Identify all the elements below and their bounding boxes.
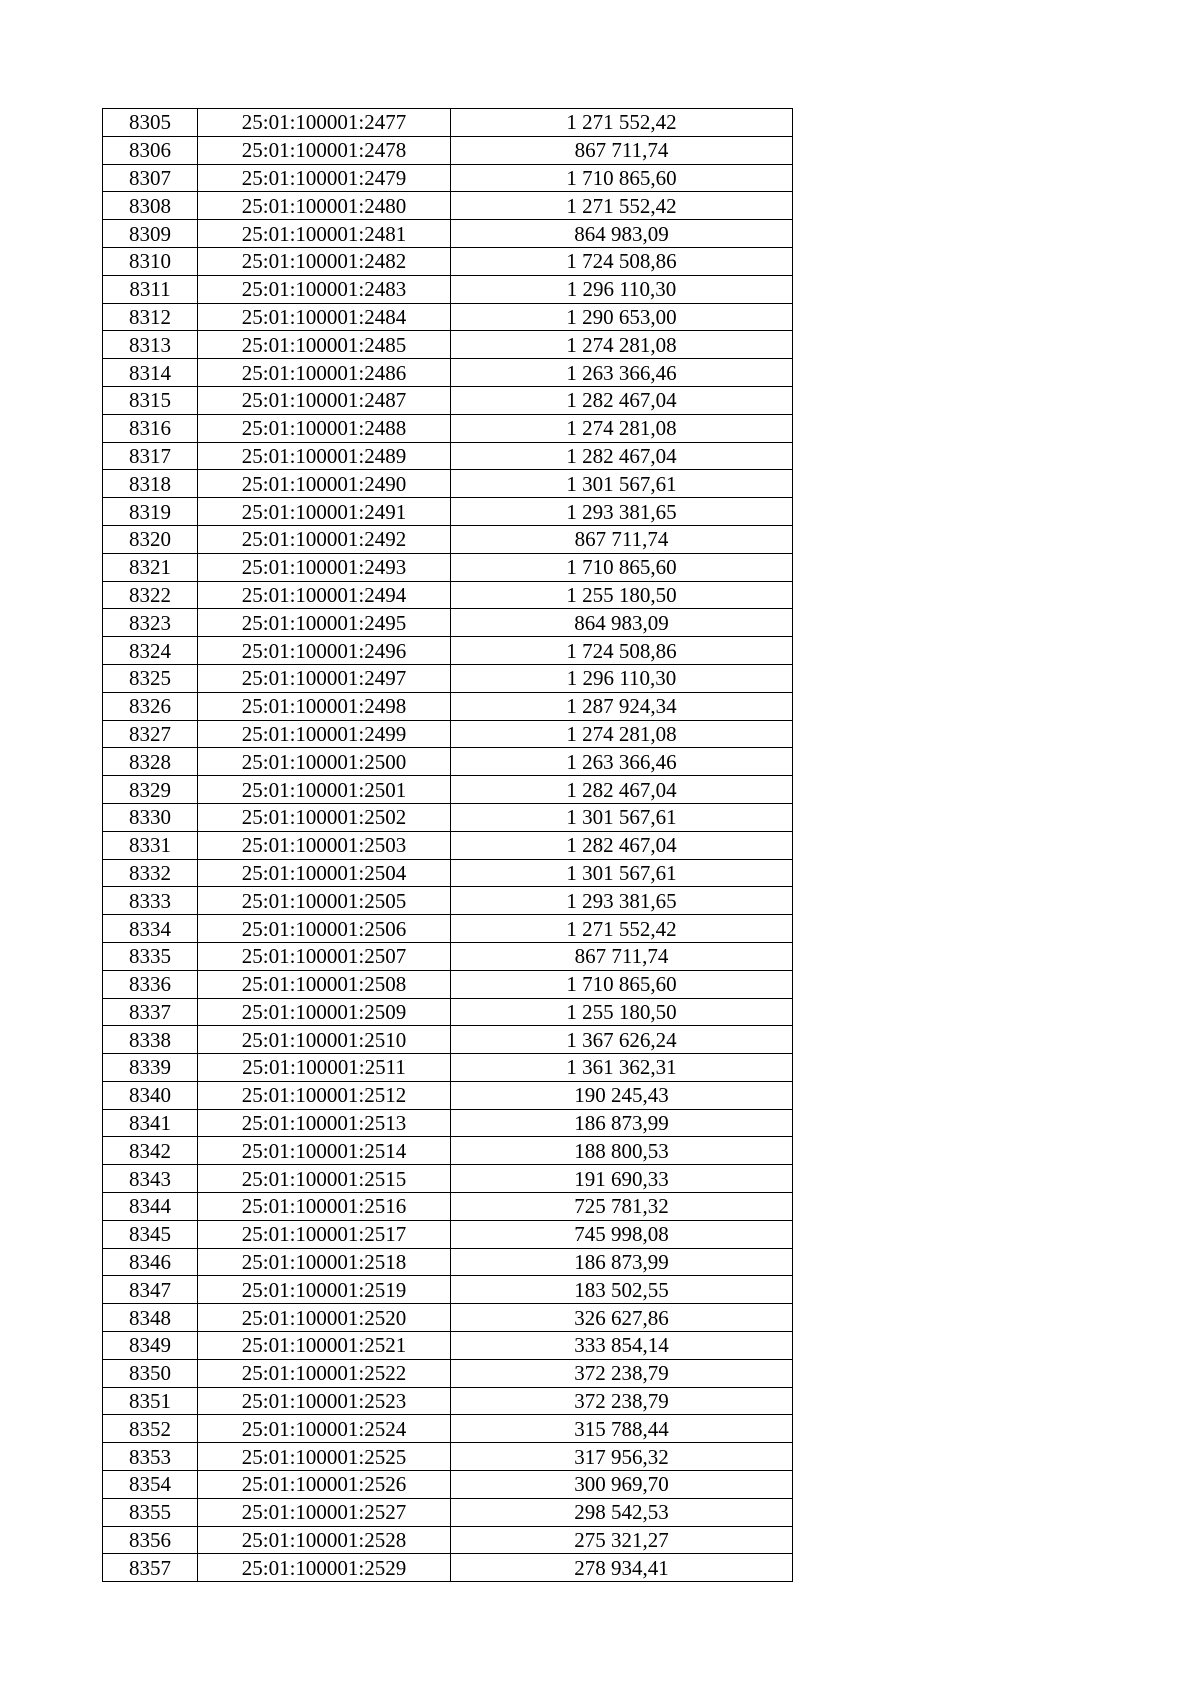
- row-number-cell: 8341: [103, 1109, 198, 1137]
- value-cell: 1 710 865,60: [451, 164, 793, 192]
- cadastral-number-cell: 25:01:100001:2518: [198, 1248, 451, 1276]
- value-cell: 186 873,99: [451, 1109, 793, 1137]
- row-number-cell: 8355: [103, 1498, 198, 1526]
- value-cell: 317 956,32: [451, 1443, 793, 1471]
- row-number-cell: 8356: [103, 1526, 198, 1554]
- value-cell: 1 263 366,46: [451, 748, 793, 776]
- table-row: [103, 1248, 793, 1276]
- value-cell: 300 969,70: [451, 1471, 793, 1499]
- value-cell: 1 255 180,50: [451, 581, 793, 609]
- cadastral-number-cell: 25:01:100001:2479: [198, 164, 451, 192]
- value-cell: 867 711,74: [451, 136, 793, 164]
- row-number-cell: 8319: [103, 498, 198, 526]
- cadastral-number-cell: 25:01:100001:2501: [198, 776, 451, 804]
- cadastral-number-cell: 25:01:100001:2513: [198, 1109, 451, 1137]
- cadastral-number-cell: 25:01:100001:2508: [198, 970, 451, 998]
- row-number-cell: 8315: [103, 386, 198, 414]
- row-number-cell: 8342: [103, 1137, 198, 1165]
- cadastral-number-cell: 25:01:100001:2510: [198, 1026, 451, 1054]
- cadastral-number-cell: 25:01:100001:2490: [198, 470, 451, 498]
- value-cell: 278 934,41: [451, 1554, 793, 1582]
- cadastral-number-cell: 25:01:100001:2482: [198, 247, 451, 275]
- value-cell: 186 873,99: [451, 1248, 793, 1276]
- value-cell: 183 502,55: [451, 1276, 793, 1304]
- row-number-cell: 8339: [103, 1054, 198, 1082]
- cadastral-number-cell: 25:01:100001:2517: [198, 1220, 451, 1248]
- value-cell: 1 287 924,34: [451, 692, 793, 720]
- row-number-cell: 8331: [103, 831, 198, 859]
- table-row: [103, 776, 793, 804]
- table-row: [103, 303, 793, 331]
- table-row: [103, 1554, 793, 1582]
- row-number-cell: 8357: [103, 1554, 198, 1582]
- row-number-cell: 8324: [103, 637, 198, 665]
- cadastral-number-cell: 25:01:100001:2494: [198, 581, 451, 609]
- row-number-cell: 8310: [103, 247, 198, 275]
- table-row: [103, 553, 793, 581]
- row-number-cell: 8343: [103, 1165, 198, 1193]
- value-cell: 1 274 281,08: [451, 414, 793, 442]
- table-row: [103, 1054, 793, 1082]
- row-number-cell: 8340: [103, 1081, 198, 1109]
- value-cell: 1 296 110,30: [451, 664, 793, 692]
- row-number-cell: 8345: [103, 1220, 198, 1248]
- value-cell: 1 255 180,50: [451, 998, 793, 1026]
- cadastral-number-cell: 25:01:100001:2481: [198, 220, 451, 248]
- row-number-cell: 8318: [103, 470, 198, 498]
- table-row: [103, 359, 793, 387]
- table-row: [103, 609, 793, 637]
- value-cell: 867 711,74: [451, 942, 793, 970]
- row-number-cell: 8336: [103, 970, 198, 998]
- table-row: [103, 136, 793, 164]
- row-number-cell: 8350: [103, 1359, 198, 1387]
- value-cell: 725 781,32: [451, 1193, 793, 1221]
- cadastral-number-cell: 25:01:100001:2480: [198, 192, 451, 220]
- cadastral-number-cell: 25:01:100001:2509: [198, 998, 451, 1026]
- cadastral-number-cell: 25:01:100001:2516: [198, 1193, 451, 1221]
- cadastral-number-cell: 25:01:100001:2528: [198, 1526, 451, 1554]
- cadastral-number-cell: 25:01:100001:2489: [198, 442, 451, 470]
- row-number-cell: 8316: [103, 414, 198, 442]
- cadastral-number-cell: 25:01:100001:2525: [198, 1443, 451, 1471]
- value-cell: 1 263 366,46: [451, 359, 793, 387]
- row-number-cell: 8314: [103, 359, 198, 387]
- table-row: [103, 1332, 793, 1360]
- table-row: [103, 637, 793, 665]
- table-row: [103, 1109, 793, 1137]
- value-cell: 864 983,09: [451, 220, 793, 248]
- cadastral-number-cell: 25:01:100001:2499: [198, 720, 451, 748]
- cadastral-number-cell: 25:01:100001:2493: [198, 553, 451, 581]
- value-cell: 333 854,14: [451, 1332, 793, 1360]
- cadastral-number-cell: 25:01:100001:2511: [198, 1054, 451, 1082]
- row-number-cell: 8313: [103, 331, 198, 359]
- table-row: [103, 442, 793, 470]
- value-cell: 1 724 508,86: [451, 637, 793, 665]
- value-cell: 1 282 467,04: [451, 386, 793, 414]
- cadastral-number-cell: 25:01:100001:2498: [198, 692, 451, 720]
- value-cell: 315 788,44: [451, 1415, 793, 1443]
- table-row: [103, 109, 793, 137]
- cadastral-number-cell: 25:01:100001:2500: [198, 748, 451, 776]
- value-cell: 867 711,74: [451, 525, 793, 553]
- table-row: [103, 1443, 793, 1471]
- cadastral-number-cell: 25:01:100001:2524: [198, 1415, 451, 1443]
- cadastral-number-cell: 25:01:100001:2515: [198, 1165, 451, 1193]
- row-number-cell: 8334: [103, 915, 198, 943]
- cadastral-number-cell: 25:01:100001:2485: [198, 331, 451, 359]
- value-cell: 1 271 552,42: [451, 109, 793, 137]
- table-row: [103, 887, 793, 915]
- row-number-cell: 8353: [103, 1443, 198, 1471]
- value-cell: 191 690,33: [451, 1165, 793, 1193]
- table-row: [103, 1304, 793, 1332]
- row-number-cell: 8307: [103, 164, 198, 192]
- table-row: [103, 831, 793, 859]
- value-cell: 1 271 552,42: [451, 915, 793, 943]
- table-row: [103, 692, 793, 720]
- value-cell: 1 710 865,60: [451, 970, 793, 998]
- cadastral-number-cell: 25:01:100001:2505: [198, 887, 451, 915]
- cadastral-number-cell: 25:01:100001:2478: [198, 136, 451, 164]
- row-number-cell: 8321: [103, 553, 198, 581]
- cadastral-number-cell: 25:01:100001:2523: [198, 1387, 451, 1415]
- row-number-cell: 8352: [103, 1415, 198, 1443]
- cadastral-number-cell: 25:01:100001:2487: [198, 386, 451, 414]
- value-cell: 298 542,53: [451, 1498, 793, 1526]
- row-number-cell: 8351: [103, 1387, 198, 1415]
- cadastral-number-cell: 25:01:100001:2495: [198, 609, 451, 637]
- table-row: [103, 247, 793, 275]
- table-row: [103, 748, 793, 776]
- value-cell: 1 301 567,61: [451, 859, 793, 887]
- value-cell: 188 800,53: [451, 1137, 793, 1165]
- table-row: [103, 803, 793, 831]
- cadastral-number-cell: 25:01:100001:2502: [198, 803, 451, 831]
- table-row: [103, 1276, 793, 1304]
- cadastral-number-cell: 25:01:100001:2506: [198, 915, 451, 943]
- table-row: [103, 275, 793, 303]
- table-row: [103, 220, 793, 248]
- table-row: [103, 1471, 793, 1499]
- row-number-cell: 8317: [103, 442, 198, 470]
- table-row: [103, 1165, 793, 1193]
- cadastral-number-cell: 25:01:100001:2477: [198, 109, 451, 137]
- cadastral-number-cell: 25:01:100001:2503: [198, 831, 451, 859]
- table-row: [103, 1359, 793, 1387]
- row-number-cell: 8306: [103, 136, 198, 164]
- row-number-cell: 8354: [103, 1471, 198, 1499]
- row-number-cell: 8333: [103, 887, 198, 915]
- table-row: [103, 1220, 793, 1248]
- row-number-cell: 8326: [103, 692, 198, 720]
- table-row: [103, 581, 793, 609]
- row-number-cell: 8332: [103, 859, 198, 887]
- row-number-cell: 8325: [103, 664, 198, 692]
- table-row: [103, 664, 793, 692]
- row-number-cell: 8349: [103, 1332, 198, 1360]
- cadastral-number-cell: 25:01:100001:2492: [198, 525, 451, 553]
- row-number-cell: 8327: [103, 720, 198, 748]
- table-row: [103, 1137, 793, 1165]
- cadastral-number-cell: 25:01:100001:2483: [198, 275, 451, 303]
- row-number-cell: 8328: [103, 748, 198, 776]
- row-number-cell: 8348: [103, 1304, 198, 1332]
- value-cell: 1 282 467,04: [451, 831, 793, 859]
- cadastral-number-cell: 25:01:100001:2497: [198, 664, 451, 692]
- row-number-cell: 8330: [103, 803, 198, 831]
- value-cell: 372 238,79: [451, 1387, 793, 1415]
- value-cell: 326 627,86: [451, 1304, 793, 1332]
- row-number-cell: 8309: [103, 220, 198, 248]
- cadastral-number-cell: 25:01:100001:2514: [198, 1137, 451, 1165]
- row-number-cell: 8312: [103, 303, 198, 331]
- value-cell: 1 724 508,86: [451, 247, 793, 275]
- row-number-cell: 8346: [103, 1248, 198, 1276]
- cadastral-number-cell: 25:01:100001:2496: [198, 637, 451, 665]
- cadastral-number-cell: 25:01:100001:2529: [198, 1554, 451, 1582]
- row-number-cell: 8338: [103, 1026, 198, 1054]
- row-number-cell: 8308: [103, 192, 198, 220]
- cadastral-number-cell: 25:01:100001:2522: [198, 1359, 451, 1387]
- value-cell: 745 998,08: [451, 1220, 793, 1248]
- row-number-cell: 8322: [103, 581, 198, 609]
- row-number-cell: 8335: [103, 942, 198, 970]
- table-row: [103, 942, 793, 970]
- table-body: [103, 109, 793, 1582]
- table-row: [103, 386, 793, 414]
- table-row: [103, 1081, 793, 1109]
- value-cell: 1 301 567,61: [451, 803, 793, 831]
- table-row: [103, 915, 793, 943]
- cadastral-number-cell: 25:01:100001:2484: [198, 303, 451, 331]
- value-cell: 1 290 653,00: [451, 303, 793, 331]
- row-number-cell: 8305: [103, 109, 198, 137]
- table-row: [103, 1193, 793, 1221]
- value-cell: 190 245,43: [451, 1081, 793, 1109]
- cadastral-number-cell: 25:01:100001:2521: [198, 1332, 451, 1360]
- cadastral-number-cell: 25:01:100001:2519: [198, 1276, 451, 1304]
- cadastral-number-cell: 25:01:100001:2488: [198, 414, 451, 442]
- row-number-cell: 8347: [103, 1276, 198, 1304]
- value-cell: 1 710 865,60: [451, 553, 793, 581]
- cadastral-number-cell: 25:01:100001:2526: [198, 1471, 451, 1499]
- value-cell: 1 282 467,04: [451, 776, 793, 804]
- table-row: [103, 164, 793, 192]
- value-cell: 1 274 281,08: [451, 720, 793, 748]
- cadastral-number-cell: 25:01:100001:2486: [198, 359, 451, 387]
- cadastral-number-cell: 25:01:100001:2512: [198, 1081, 451, 1109]
- table-row: [103, 859, 793, 887]
- cadastral-number-cell: 25:01:100001:2491: [198, 498, 451, 526]
- row-number-cell: 8311: [103, 275, 198, 303]
- value-cell: 275 321,27: [451, 1526, 793, 1554]
- row-number-cell: 8320: [103, 525, 198, 553]
- row-number-cell: 8344: [103, 1193, 198, 1221]
- table-row: [103, 525, 793, 553]
- table-row: [103, 192, 793, 220]
- table-row: [103, 1498, 793, 1526]
- table-row: [103, 1526, 793, 1554]
- table-row: [103, 720, 793, 748]
- value-cell: 1 361 362,31: [451, 1054, 793, 1082]
- table-row: [103, 1415, 793, 1443]
- table-row: [103, 414, 793, 442]
- cadastral-number-cell: 25:01:100001:2520: [198, 1304, 451, 1332]
- table-row: [103, 998, 793, 1026]
- table-row: [103, 331, 793, 359]
- value-cell: 1 274 281,08: [451, 331, 793, 359]
- value-cell: 1 301 567,61: [451, 470, 793, 498]
- cadastral-number-cell: 25:01:100001:2527: [198, 1498, 451, 1526]
- value-cell: 1 296 110,30: [451, 275, 793, 303]
- value-cell: 1 293 381,65: [451, 498, 793, 526]
- data-table: [102, 108, 793, 1582]
- value-cell: 864 983,09: [451, 609, 793, 637]
- table-row: [103, 498, 793, 526]
- value-cell: 1 293 381,65: [451, 887, 793, 915]
- value-cell: 1 367 626,24: [451, 1026, 793, 1054]
- table-row: [103, 470, 793, 498]
- row-number-cell: 8337: [103, 998, 198, 1026]
- value-cell: 372 238,79: [451, 1359, 793, 1387]
- table-row: [103, 970, 793, 998]
- value-cell: 1 271 552,42: [451, 192, 793, 220]
- cadastral-number-cell: 25:01:100001:2504: [198, 859, 451, 887]
- cadastral-number-cell: 25:01:100001:2507: [198, 942, 451, 970]
- table-row: [103, 1026, 793, 1054]
- value-cell: 1 282 467,04: [451, 442, 793, 470]
- row-number-cell: 8329: [103, 776, 198, 804]
- row-number-cell: 8323: [103, 609, 198, 637]
- table-row: [103, 1387, 793, 1415]
